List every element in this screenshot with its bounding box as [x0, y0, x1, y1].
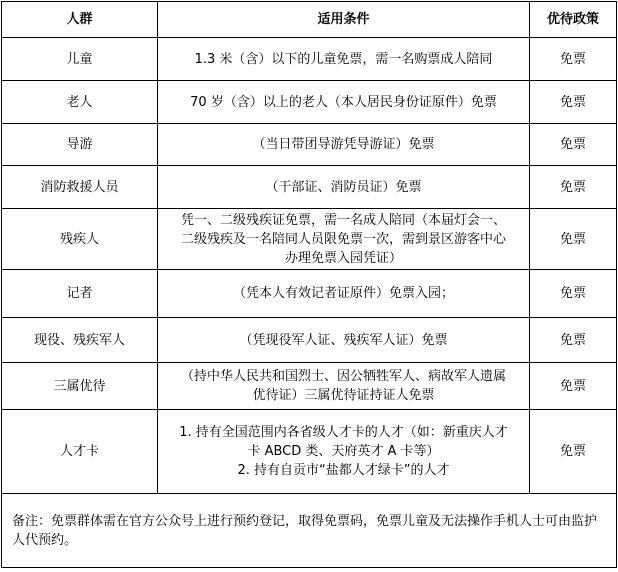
table-header-row	[2, 2, 617, 38]
policy-cell: 免票	[530, 38, 617, 81]
condition-line: 二级残疾及一名陪同人员限免票一次，需到景区游客中心	[180, 231, 506, 247]
table-row	[2, 124, 617, 166]
condition-cell	[158, 270, 530, 318]
discount-policy-table	[1, 1, 617, 568]
group-cell: 导游	[2, 124, 158, 166]
table-row	[2, 38, 617, 81]
condition-line: （持中华人民共和国烈士、因公牺牲军人、病故军人遗属	[180, 369, 506, 384]
condition-cell	[158, 318, 530, 363]
condition-line: 1. 持有全国范围内各省级人才卡的人才（如：新重庆人才	[179, 425, 508, 440]
condition-line: 2. 持有自贡市“盐都人才绿卡”的人才	[237, 463, 450, 478]
condition-cell	[158, 81, 530, 124]
condition-cell	[158, 166, 530, 209]
condition-line: （干部证、消防员证）免票	[265, 179, 422, 195]
condition-line: （凭本人有效记者证原件）免票入园；	[232, 286, 454, 301]
table-row	[2, 209, 617, 270]
condition-cell	[158, 209, 530, 270]
condition-cell	[158, 410, 530, 494]
condition-cell	[158, 38, 530, 81]
header-condition: 适用条件	[158, 2, 530, 38]
condition-line: 70 岁（含）以上的老人（本人居民身份证原件）免票	[190, 94, 497, 110]
group-cell: 人才卡	[2, 410, 158, 494]
group-cell: 残疾人	[2, 209, 158, 270]
condition-line: 凭一、二级残疾证免票，需一名成人陪同（本届灯会一、	[180, 212, 506, 228]
group-cell: 消防救援人员	[2, 166, 158, 209]
policy-cell: 免票	[530, 81, 617, 124]
policy-cell: 免票	[530, 209, 617, 270]
note-row	[2, 494, 617, 568]
condition-line: 办理免票入园凭证）	[284, 250, 402, 266]
group-cell: 现役、残疾军人	[2, 318, 158, 363]
condition-line: （当日带团导游凭导游证）免票	[252, 137, 435, 152]
condition-line: 卡 ABCD 类、天府英才 A 卡等）	[247, 444, 440, 459]
condition-line: 1.3 米（含）以下的儿童免票，需一名购票成人陪同	[194, 51, 493, 67]
note-cell	[2, 494, 617, 568]
policy-cell: 免票	[530, 166, 617, 209]
policy-cell: 免票	[530, 270, 617, 318]
table-row	[2, 166, 617, 209]
page	[1, 1, 617, 570]
table-body	[2, 38, 617, 494]
table-row	[2, 363, 617, 410]
condition-line: 优待证）三属优待证持证人免票	[252, 388, 435, 403]
policy-cell: 免票	[530, 363, 617, 410]
policy-cell: 免票	[530, 124, 617, 166]
condition-cell	[158, 363, 530, 410]
header-policy: 优待政策	[530, 2, 617, 38]
condition-cell	[158, 124, 530, 166]
header-group: 人群	[2, 2, 158, 38]
table-row	[2, 318, 617, 363]
table-row	[2, 81, 617, 124]
policy-cell: 免票	[530, 410, 617, 494]
group-cell: 儿童	[2, 38, 158, 81]
policy-cell: 免票	[530, 318, 617, 363]
group-cell: 记者	[2, 270, 158, 318]
condition-line: （凭现役军人证、残疾军人证）免票	[239, 332, 448, 348]
table-row	[2, 410, 617, 494]
group-cell: 三属优待	[2, 363, 158, 410]
group-cell: 老人	[2, 81, 158, 124]
table-row	[2, 270, 617, 318]
note-text: 备注：免票群体需在官方公众号上进行预约登记，取得免票码，免票儿童及无法操作手机人士可由监护人代预约。	[12, 513, 598, 548]
